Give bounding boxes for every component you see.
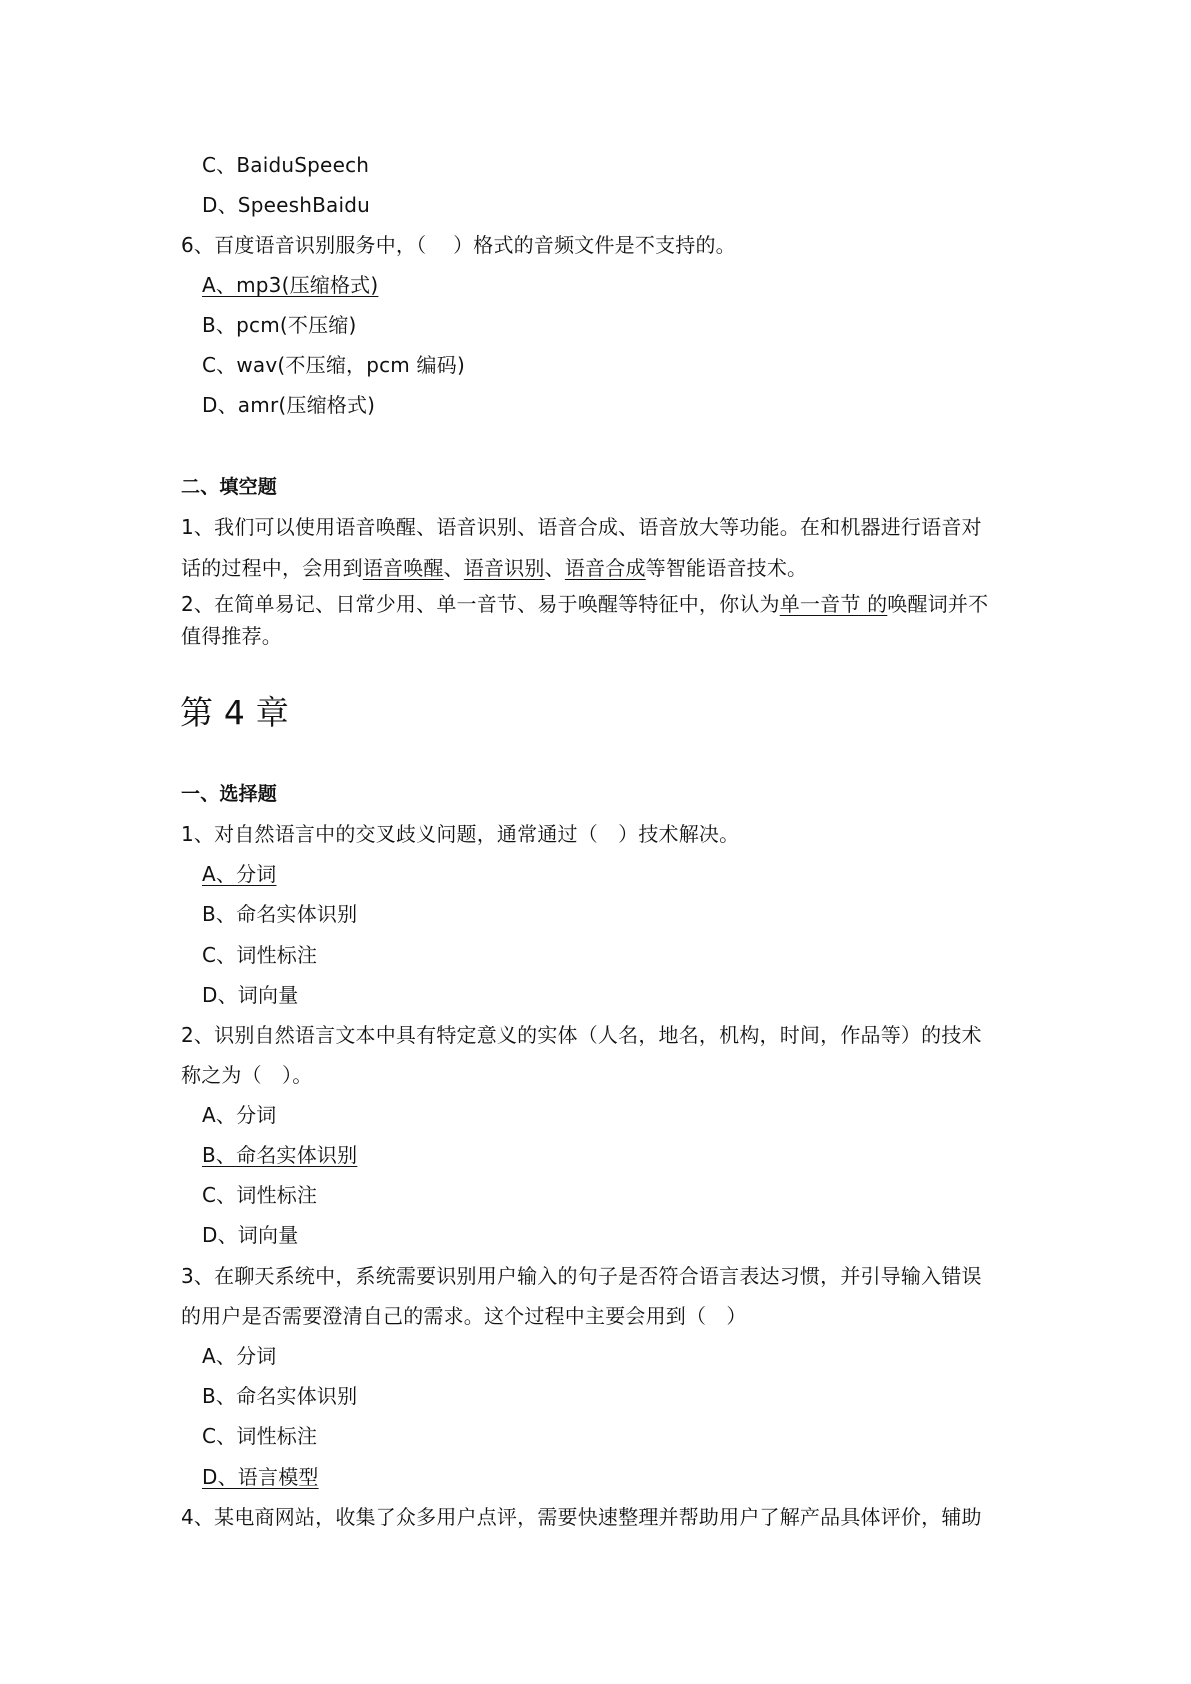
option-c: C、词性标注 xyxy=(202,1183,318,1207)
text: 唤醒词并不 xyxy=(887,592,989,616)
fill-question-2-line1 xyxy=(181,590,988,618)
option-a-answer: A、mp3(压缩格式) xyxy=(202,273,379,297)
text: 、 xyxy=(443,556,464,580)
fill-question-2-line2: 值得推荐。 xyxy=(181,624,282,648)
blank-answer: 语音合成 xyxy=(564,556,646,580)
question-6-stem: 6、百度语音识别服务中，（ ）格式的音频文件是不支持的。 xyxy=(181,233,736,257)
option-a: A、分词 xyxy=(202,1344,277,1368)
question-3-stem-line1: 3、在聊天系统中，系统需要识别用户输入的句子是否符合语言表达习惯，并引导输入错误 xyxy=(181,1264,982,1288)
question-3-stem-line2: 的用户是否需要澄清自己的需求。这个过程中主要会用到（ ） xyxy=(181,1304,747,1328)
option-c: C、词性标注 xyxy=(202,943,318,967)
option-b: B、pcm(不压缩) xyxy=(202,313,357,337)
option-b: B、命名实体识别 xyxy=(202,1384,358,1408)
question-4-stem-line1: 4、某电商网站，收集了众多用户点评，需要快速整理并帮助用户了解产品具体评价，辅助 xyxy=(181,1505,982,1529)
text: 、 xyxy=(544,556,565,580)
section-heading-fill: 二、填空题 xyxy=(181,476,278,498)
option-d-answer: D、语言模型 xyxy=(202,1465,319,1489)
option-d: D、词向量 xyxy=(202,1223,299,1247)
option-c: C、词性标注 xyxy=(202,1424,318,1448)
option-d: D、SpeeshBaidu xyxy=(202,193,371,217)
text: 2、在简单易记、日常少用、单一音节、易于唤醒等特征中，你认为 xyxy=(181,592,780,616)
text: 等智能语音技术。 xyxy=(645,556,808,580)
blank-answer: 语音识别 xyxy=(463,556,545,580)
option-a-answer: A、分词 xyxy=(202,862,277,886)
option-d: D、词向量 xyxy=(202,983,299,1007)
question-1-stem: 1、对自然语言中的交叉歧义问题，通常通过（ ）技术解决。 xyxy=(181,822,740,846)
option-b-answer: B、命名实体识别 xyxy=(202,1143,358,1167)
question-2-stem-line2: 称之为（ ）。 xyxy=(181,1063,313,1087)
fill-question-1-line2 xyxy=(181,554,807,582)
blank-answer: 语音唤醒 xyxy=(362,556,444,580)
option-d: D、amr(压缩格式) xyxy=(202,393,376,417)
option-b: B、命名实体识别 xyxy=(202,902,358,926)
option-c: C、BaiduSpeech xyxy=(202,153,370,177)
section-heading-choice: 一、选择题 xyxy=(181,783,278,805)
option-a: A、分词 xyxy=(202,1103,277,1127)
fill-question-1-line1: 1、我们可以使用语音唤醒、语音识别、语音合成、语音放大等功能。在和机器进行语音对 xyxy=(181,515,982,539)
blank-answer: 单一音节 的 xyxy=(779,592,888,616)
chapter-title: 第 4 章 xyxy=(180,693,289,732)
option-c: C、wav(不压缩，pcm 编码) xyxy=(202,353,465,377)
text: 话的过程中，会用到 xyxy=(181,556,363,580)
question-2-stem-line1: 2、识别自然语言文本中具有特定意义的实体（人名，地名，机构，时间，作品等）的技术 xyxy=(181,1023,982,1047)
